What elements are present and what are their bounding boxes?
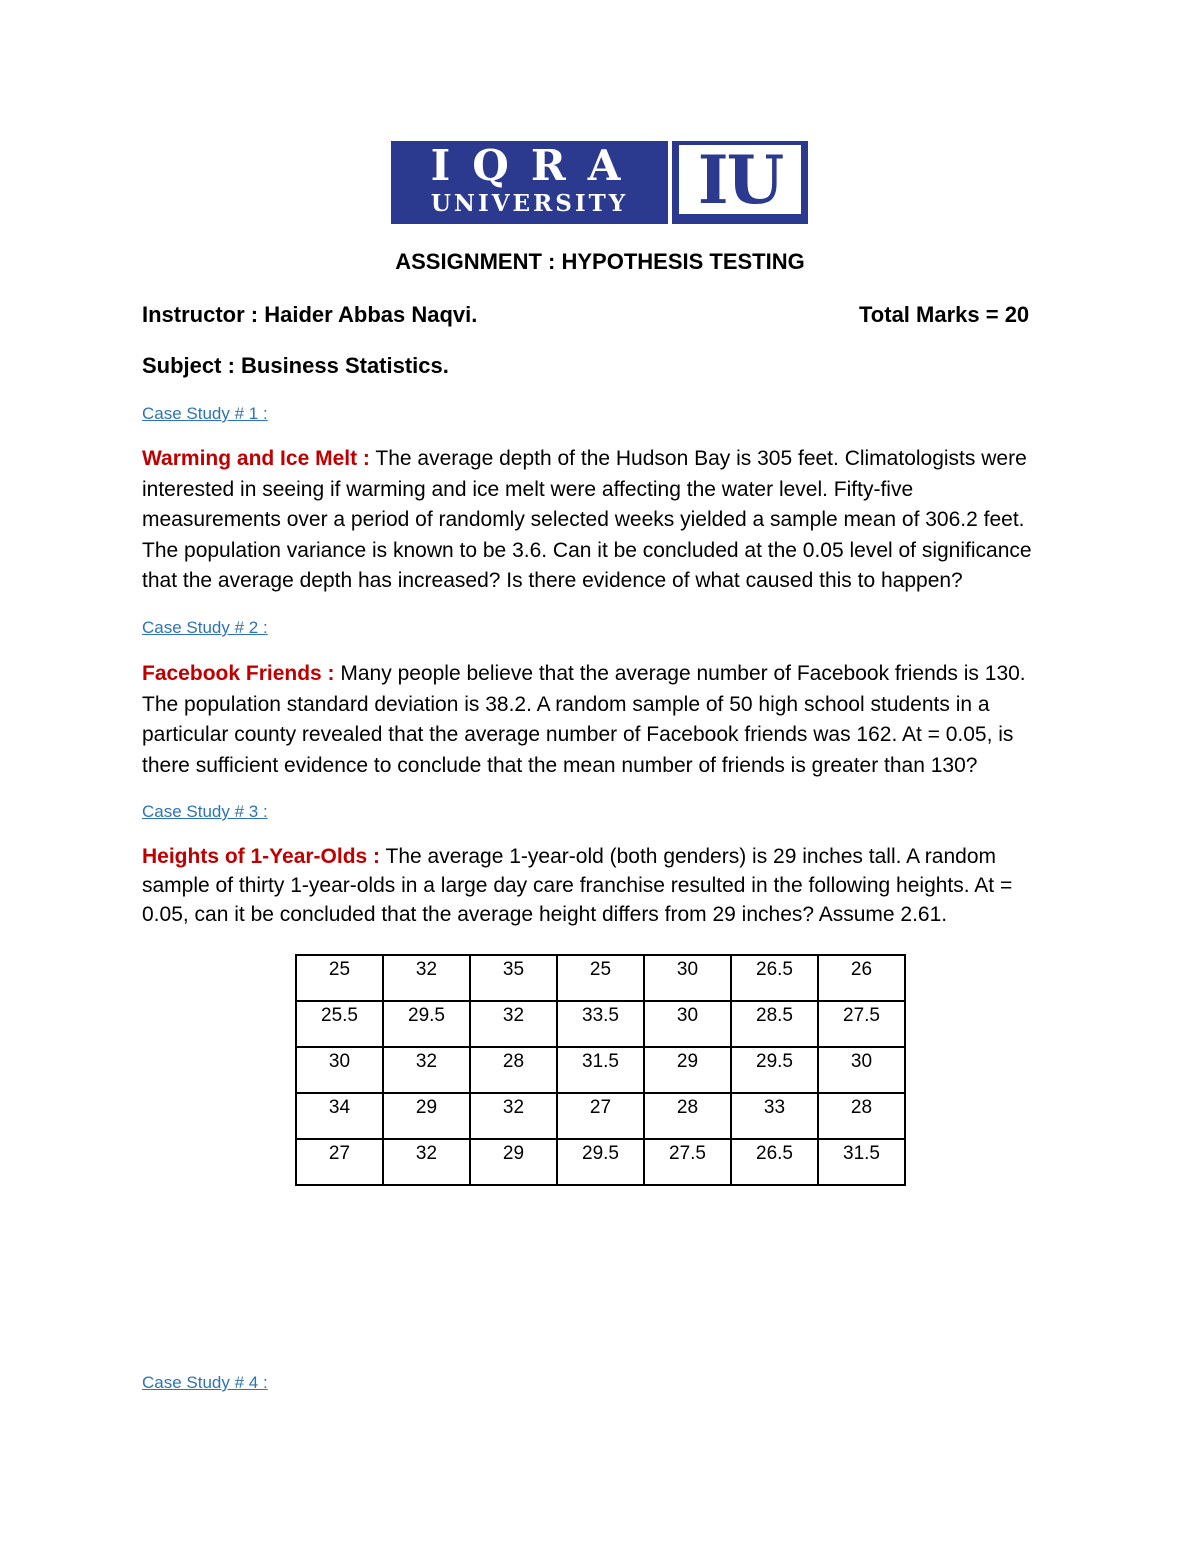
case-study-3-text	[142, 842, 1062, 929]
table-cell: 29.5	[731, 1047, 818, 1093]
case-study-2-line: there sufficient evidence to conclude that the mean number of friends is greater than 130?	[142, 753, 978, 777]
case-study-1-text	[142, 444, 1062, 597]
subject-line: Subject : Business Statistics.	[142, 353, 449, 378]
case-study-2-line: particular county revealed that the average number of Facebook friends was 162. At = 0.05, is	[142, 723, 1014, 746]
table-cell: 30	[644, 1001, 731, 1047]
table-cell: 31.5	[557, 1047, 644, 1093]
case-study-2-line: The population standard deviation is 38.2. A random sample of 50 high school students in a	[142, 692, 990, 716]
table-cell: 28	[644, 1093, 731, 1139]
case-study-1-line: interested in seeing if warming and ice melt were affecting the water level. Fifty-five	[142, 477, 914, 501]
case-study-1-link[interactable]: Case Study # 1 :	[142, 404, 268, 423]
table-cell: 33	[731, 1093, 818, 1139]
table-cell: 32	[383, 955, 470, 1001]
case-study-2-link[interactable]: Case Study # 2 :	[142, 618, 268, 637]
case-study-1-line: that the average depth has increased? Is there evidence of what caused this to happen?	[142, 569, 963, 592]
table-cell: 26.5	[731, 1139, 818, 1185]
case-study-3-line: sample of thirty 1-year-olds in a large day care franchise resulted in the following heights. At =	[142, 874, 1013, 897]
table-cell: 27.5	[818, 1001, 905, 1047]
case-study-3-line: The average 1-year-old (both genders) is 29 inches tall. A random	[380, 845, 997, 868]
instructor-line: Instructor : Haider Abbas Naqvi.	[142, 302, 478, 327]
table-cell: 29.5	[557, 1139, 644, 1185]
table-cell: 27	[557, 1093, 644, 1139]
table-cell: 32	[470, 1001, 557, 1047]
table-cell: 28.5	[731, 1001, 818, 1047]
table-cell: 27.5	[644, 1139, 731, 1185]
table-cell: 29	[383, 1093, 470, 1139]
logo-iqra-text: IQRA	[430, 141, 643, 190]
table-cell: 26.5	[731, 955, 818, 1001]
table-cell: 31.5	[818, 1139, 905, 1185]
table-row	[296, 1001, 905, 1047]
table-row	[296, 1093, 905, 1139]
logo-iu-mark: IU	[679, 145, 801, 214]
table-cell: 32	[470, 1093, 557, 1139]
table-cell: 33.5	[557, 1001, 644, 1047]
case-study-3-heading: Heights of 1-Year-Olds :	[142, 845, 381, 868]
table-cell: 29.5	[383, 1001, 470, 1047]
case-study-3-link[interactable]: Case Study # 3 :	[142, 802, 268, 821]
table-cell: 32	[383, 1047, 470, 1093]
table-cell: 26	[818, 955, 905, 1001]
logo-university-text: UNIVERSITY	[430, 190, 629, 217]
table-cell: 28	[470, 1047, 557, 1093]
heights-table	[295, 954, 906, 1186]
table-cell: 29	[470, 1139, 557, 1185]
table-cell: 29	[644, 1047, 731, 1093]
table-cell: 35	[470, 955, 557, 1001]
table-cell: 32	[383, 1139, 470, 1185]
case-study-2-heading: Facebook Friends :	[142, 662, 335, 685]
table-cell: 27	[296, 1139, 383, 1185]
table-cell: 28	[818, 1093, 905, 1139]
table-cell: 25	[296, 955, 383, 1001]
table-row	[296, 1139, 905, 1185]
case-study-1-line: The average depth of the Hudson Bay is 305 feet. Climatologists were	[369, 447, 1027, 470]
table-cell: 30	[296, 1047, 383, 1093]
table-row	[296, 1047, 905, 1093]
case-study-4-link[interactable]: Case Study # 4 :	[142, 1373, 268, 1392]
table-cell: 25.5	[296, 1001, 383, 1047]
case-study-1-heading: Warming and Ice Melt :	[142, 447, 370, 470]
university-logo	[391, 141, 808, 224]
assignment-title: ASSIGNMENT : HYPOTHESIS TESTING	[395, 249, 805, 274]
case-study-1-line: The population variance is known to be 3.6. Can it be concluded at the 0.05 level of significance	[142, 538, 1032, 562]
total-marks: Total Marks = 20	[859, 302, 1030, 327]
table-cell: 30	[644, 955, 731, 1001]
case-study-2-text	[142, 659, 1062, 781]
case-study-1-line: measurements over a period of randomly selected weeks yielded a sample mean of 306.2 feet.	[142, 508, 1025, 531]
case-study-3-line: 0.05, can it be concluded that the average height differs from 29 inches? Assume 2.61.	[142, 903, 948, 926]
table-row	[296, 955, 905, 1001]
case-study-2-line: Many people believe that the average number of Facebook friends is 130.	[334, 662, 1026, 685]
table-cell: 34	[296, 1093, 383, 1139]
table-cell: 30	[818, 1047, 905, 1093]
table-cell: 25	[557, 955, 644, 1001]
